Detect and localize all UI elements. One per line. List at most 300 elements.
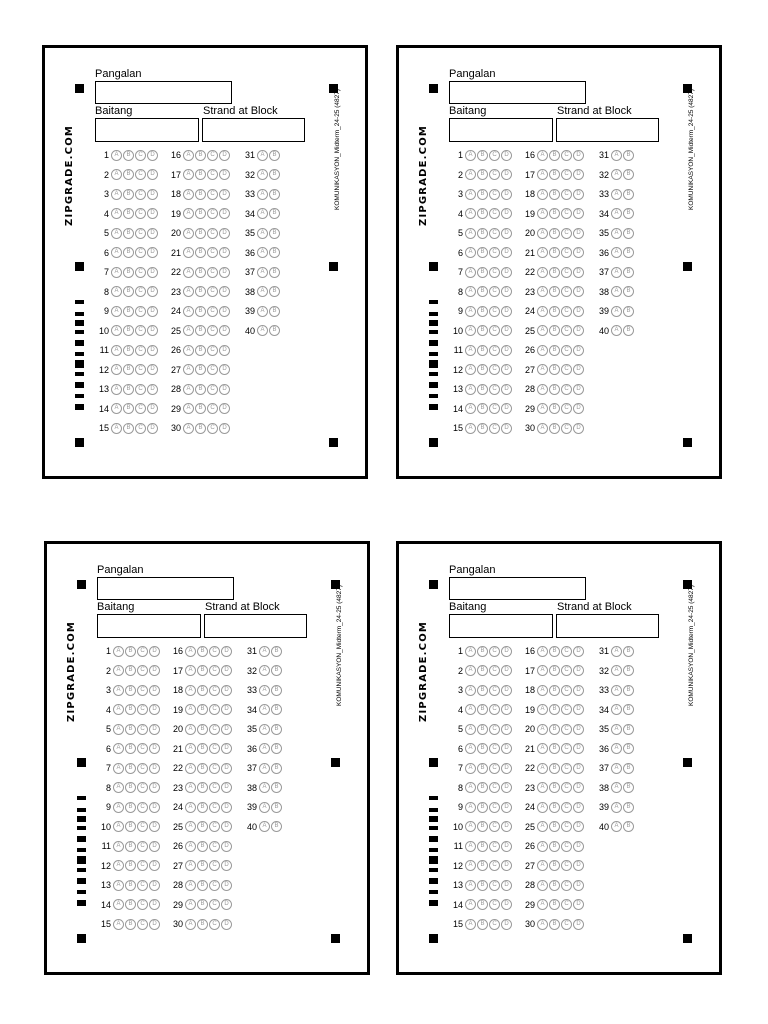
answer-bubble-a[interactable]: A — [611, 306, 622, 317]
answer-bubble-d[interactable]: D — [221, 880, 232, 891]
answer-bubble-a[interactable]: A — [537, 821, 548, 832]
answer-bubble-b[interactable]: B — [549, 685, 560, 696]
answer-bubble-c[interactable]: C — [207, 325, 218, 336]
answer-bubble-d[interactable]: D — [221, 724, 232, 735]
answer-bubble-b[interactable]: B — [195, 345, 206, 356]
answer-bubble-a[interactable]: A — [537, 286, 548, 297]
answer-bubble-a[interactable]: A — [111, 345, 122, 356]
answer-bubble-a[interactable]: A — [259, 802, 270, 813]
answer-bubble-b[interactable]: B — [271, 665, 282, 676]
answer-bubble-a[interactable]: A — [537, 306, 548, 317]
answer-bubble-c[interactable]: C — [137, 821, 148, 832]
answer-bubble-d[interactable]: D — [501, 665, 512, 676]
answer-bubble-a[interactable]: A — [465, 919, 476, 930]
answer-bubble-d[interactable]: D — [501, 724, 512, 735]
answer-bubble-a[interactable]: A — [611, 228, 622, 239]
answer-bubble-a[interactable]: A — [185, 802, 196, 813]
answer-bubble-b[interactable]: B — [125, 763, 136, 774]
answer-bubble-a[interactable]: A — [537, 228, 548, 239]
answer-bubble-a[interactable]: A — [111, 189, 122, 200]
answer-bubble-b[interactable]: B — [195, 306, 206, 317]
answer-bubble-d[interactable]: D — [149, 685, 160, 696]
answer-bubble-a[interactable]: A — [537, 763, 548, 774]
answer-bubble-b[interactable]: B — [271, 704, 282, 715]
answer-bubble-a[interactable]: A — [611, 665, 622, 676]
answer-bubble-b[interactable]: B — [623, 247, 634, 258]
answer-bubble-b[interactable]: B — [623, 821, 634, 832]
answer-bubble-d[interactable]: D — [221, 860, 232, 871]
answer-bubble-b[interactable]: B — [477, 802, 488, 813]
answer-bubble-b[interactable]: B — [269, 169, 280, 180]
answer-bubble-a[interactable]: A — [259, 782, 270, 793]
answer-bubble-a[interactable]: A — [185, 782, 196, 793]
answer-bubble-d[interactable]: D — [501, 821, 512, 832]
answer-bubble-d[interactable]: D — [221, 919, 232, 930]
answer-bubble-c[interactable]: C — [135, 286, 146, 297]
answer-bubble-c[interactable]: C — [137, 899, 148, 910]
answer-bubble-c[interactable]: C — [489, 899, 500, 910]
answer-bubble-a[interactable]: A — [465, 899, 476, 910]
answer-bubble-b[interactable]: B — [123, 267, 134, 278]
strand-field[interactable] — [556, 614, 659, 638]
answer-bubble-b[interactable]: B — [549, 763, 560, 774]
answer-bubble-a[interactable]: A — [611, 247, 622, 258]
answer-bubble-c[interactable]: C — [135, 364, 146, 375]
answer-bubble-d[interactable]: D — [149, 646, 160, 657]
answer-bubble-a[interactable]: A — [257, 169, 268, 180]
answer-bubble-b[interactable]: B — [123, 286, 134, 297]
answer-bubble-a[interactable]: A — [465, 802, 476, 813]
answer-bubble-c[interactable]: C — [561, 646, 572, 657]
answer-bubble-b[interactable]: B — [623, 306, 634, 317]
answer-bubble-b[interactable]: B — [549, 306, 560, 317]
answer-bubble-c[interactable]: C — [135, 403, 146, 414]
answer-bubble-a[interactable]: A — [185, 743, 196, 754]
answer-bubble-c[interactable]: C — [137, 724, 148, 735]
answer-bubble-c[interactable]: C — [135, 208, 146, 219]
answer-bubble-b[interactable]: B — [549, 325, 560, 336]
answer-bubble-b[interactable]: B — [195, 286, 206, 297]
answer-bubble-d[interactable]: D — [573, 841, 584, 852]
answer-bubble-b[interactable]: B — [477, 169, 488, 180]
answer-bubble-b[interactable]: B — [549, 646, 560, 657]
answer-bubble-c[interactable]: C — [209, 841, 220, 852]
answer-bubble-d[interactable]: D — [501, 802, 512, 813]
answer-bubble-d[interactable]: D — [221, 743, 232, 754]
answer-bubble-d[interactable]: D — [221, 704, 232, 715]
answer-bubble-c[interactable]: C — [137, 782, 148, 793]
answer-bubble-c[interactable]: C — [137, 743, 148, 754]
answer-bubble-c[interactable]: C — [561, 841, 572, 852]
answer-bubble-a[interactable]: A — [611, 325, 622, 336]
answer-bubble-c[interactable]: C — [137, 919, 148, 930]
answer-bubble-b[interactable]: B — [269, 267, 280, 278]
answer-bubble-a[interactable]: A — [611, 782, 622, 793]
answer-bubble-a[interactable]: A — [183, 384, 194, 395]
answer-bubble-a[interactable]: A — [465, 704, 476, 715]
answer-bubble-c[interactable]: C — [207, 364, 218, 375]
answer-bubble-a[interactable]: A — [611, 267, 622, 278]
answer-bubble-b[interactable]: B — [623, 189, 634, 200]
answer-bubble-b[interactable]: B — [269, 306, 280, 317]
answer-bubble-a[interactable]: A — [257, 325, 268, 336]
answer-bubble-b[interactable]: B — [477, 228, 488, 239]
answer-bubble-a[interactable]: A — [465, 841, 476, 852]
answer-bubble-a[interactable]: A — [465, 247, 476, 258]
answer-bubble-c[interactable]: C — [561, 169, 572, 180]
answer-bubble-b[interactable]: B — [549, 743, 560, 754]
answer-bubble-a[interactable]: A — [113, 763, 124, 774]
answer-bubble-c[interactable]: C — [489, 802, 500, 813]
answer-bubble-a[interactable]: A — [465, 403, 476, 414]
answer-bubble-a[interactable]: A — [111, 286, 122, 297]
answer-bubble-a[interactable]: A — [537, 247, 548, 258]
answer-bubble-d[interactable]: D — [573, 286, 584, 297]
answer-bubble-b[interactable]: B — [123, 228, 134, 239]
answer-bubble-a[interactable]: A — [537, 899, 548, 910]
answer-bubble-b[interactable]: B — [197, 899, 208, 910]
answer-bubble-c[interactable]: C — [207, 345, 218, 356]
answer-bubble-d[interactable]: D — [501, 860, 512, 871]
answer-bubble-a[interactable]: A — [113, 724, 124, 735]
answer-bubble-b[interactable]: B — [125, 880, 136, 891]
answer-bubble-b[interactable]: B — [197, 841, 208, 852]
grade-field[interactable] — [97, 614, 201, 638]
answer-bubble-b[interactable]: B — [623, 169, 634, 180]
answer-bubble-b[interactable]: B — [549, 150, 560, 161]
answer-bubble-c[interactable]: C — [561, 150, 572, 161]
answer-bubble-d[interactable]: D — [219, 403, 230, 414]
answer-bubble-b[interactable]: B — [549, 821, 560, 832]
answer-bubble-a[interactable]: A — [259, 743, 270, 754]
answer-bubble-a[interactable]: A — [113, 919, 124, 930]
answer-bubble-a[interactable]: A — [111, 228, 122, 239]
answer-bubble-c[interactable]: C — [561, 860, 572, 871]
answer-bubble-b[interactable]: B — [549, 860, 560, 871]
answer-bubble-a[interactable]: A — [183, 150, 194, 161]
answer-bubble-c[interactable]: C — [489, 228, 500, 239]
answer-bubble-a[interactable]: A — [257, 286, 268, 297]
answer-bubble-d[interactable]: D — [573, 685, 584, 696]
answer-bubble-d[interactable]: D — [147, 384, 158, 395]
answer-bubble-b[interactable]: B — [123, 345, 134, 356]
answer-bubble-b[interactable]: B — [195, 208, 206, 219]
answer-bubble-b[interactable]: B — [125, 743, 136, 754]
answer-bubble-b[interactable]: B — [125, 665, 136, 676]
answer-bubble-b[interactable]: B — [477, 685, 488, 696]
answer-bubble-b[interactable]: B — [123, 208, 134, 219]
answer-bubble-a[interactable]: A — [183, 208, 194, 219]
answer-bubble-a[interactable]: A — [465, 685, 476, 696]
answer-bubble-a[interactable]: A — [111, 208, 122, 219]
answer-bubble-d[interactable]: D — [501, 704, 512, 715]
answer-bubble-b[interactable]: B — [549, 247, 560, 258]
answer-bubble-a[interactable]: A — [257, 150, 268, 161]
answer-bubble-b[interactable]: B — [477, 345, 488, 356]
answer-bubble-c[interactable]: C — [209, 743, 220, 754]
answer-bubble-c[interactable]: C — [209, 860, 220, 871]
name-field[interactable] — [97, 577, 234, 600]
answer-bubble-b[interactable]: B — [123, 306, 134, 317]
answer-bubble-c[interactable]: C — [561, 919, 572, 930]
answer-bubble-a[interactable]: A — [113, 704, 124, 715]
answer-bubble-a[interactable]: A — [537, 325, 548, 336]
answer-bubble-b[interactable]: B — [197, 919, 208, 930]
answer-bubble-b[interactable]: B — [477, 880, 488, 891]
answer-bubble-b[interactable]: B — [549, 384, 560, 395]
answer-bubble-b[interactable]: B — [477, 208, 488, 219]
answer-bubble-b[interactable]: B — [549, 286, 560, 297]
answer-bubble-b[interactable]: B — [197, 782, 208, 793]
answer-bubble-a[interactable]: A — [257, 208, 268, 219]
answer-bubble-a[interactable]: A — [611, 802, 622, 813]
answer-bubble-a[interactable]: A — [183, 423, 194, 434]
answer-bubble-c[interactable]: C — [489, 743, 500, 754]
answer-bubble-b[interactable]: B — [125, 899, 136, 910]
answer-bubble-d[interactable]: D — [147, 423, 158, 434]
answer-bubble-c[interactable]: C — [207, 286, 218, 297]
answer-bubble-a[interactable]: A — [465, 724, 476, 735]
answer-bubble-c[interactable]: C — [489, 345, 500, 356]
answer-bubble-c[interactable]: C — [209, 802, 220, 813]
answer-bubble-c[interactable]: C — [209, 685, 220, 696]
answer-bubble-a[interactable]: A — [465, 345, 476, 356]
answer-bubble-b[interactable]: B — [195, 325, 206, 336]
answer-bubble-a[interactable]: A — [465, 150, 476, 161]
answer-bubble-c[interactable]: C — [209, 880, 220, 891]
answer-bubble-c[interactable]: C — [135, 169, 146, 180]
answer-bubble-d[interactable]: D — [501, 899, 512, 910]
answer-bubble-a[interactable]: A — [111, 364, 122, 375]
answer-bubble-a[interactable]: A — [465, 325, 476, 336]
answer-bubble-d[interactable]: D — [573, 763, 584, 774]
answer-bubble-c[interactable]: C — [207, 208, 218, 219]
answer-bubble-c[interactable]: C — [561, 880, 572, 891]
answer-bubble-d[interactable]: D — [501, 286, 512, 297]
answer-bubble-d[interactable]: D — [221, 685, 232, 696]
answer-bubble-a[interactable]: A — [537, 384, 548, 395]
answer-bubble-d[interactable]: D — [221, 782, 232, 793]
answer-bubble-d[interactable]: D — [147, 345, 158, 356]
answer-bubble-b[interactable]: B — [549, 267, 560, 278]
answer-bubble-a[interactable]: A — [113, 860, 124, 871]
answer-bubble-b[interactable]: B — [623, 685, 634, 696]
answer-bubble-d[interactable]: D — [501, 763, 512, 774]
answer-bubble-b[interactable]: B — [477, 247, 488, 258]
answer-bubble-a[interactable]: A — [185, 880, 196, 891]
answer-bubble-d[interactable]: D — [221, 665, 232, 676]
answer-bubble-d[interactable]: D — [219, 364, 230, 375]
answer-bubble-b[interactable]: B — [125, 704, 136, 715]
answer-bubble-c[interactable]: C — [137, 685, 148, 696]
answer-bubble-d[interactable]: D — [501, 423, 512, 434]
answer-bubble-a[interactable]: A — [185, 899, 196, 910]
answer-bubble-a[interactable]: A — [185, 919, 196, 930]
answer-bubble-b[interactable]: B — [195, 423, 206, 434]
answer-bubble-b[interactable]: B — [477, 384, 488, 395]
answer-bubble-b[interactable]: B — [477, 364, 488, 375]
answer-bubble-b[interactable]: B — [477, 743, 488, 754]
answer-bubble-d[interactable]: D — [501, 364, 512, 375]
answer-bubble-b[interactable]: B — [197, 802, 208, 813]
answer-bubble-b[interactable]: B — [125, 802, 136, 813]
answer-bubble-d[interactable]: D — [147, 267, 158, 278]
answer-bubble-a[interactable]: A — [259, 763, 270, 774]
answer-bubble-b[interactable]: B — [477, 704, 488, 715]
answer-bubble-c[interactable]: C — [561, 743, 572, 754]
answer-bubble-a[interactable]: A — [537, 704, 548, 715]
answer-bubble-a[interactable]: A — [465, 306, 476, 317]
answer-bubble-b[interactable]: B — [125, 821, 136, 832]
answer-bubble-c[interactable]: C — [561, 306, 572, 317]
answer-bubble-a[interactable]: A — [537, 150, 548, 161]
answer-bubble-d[interactable]: D — [501, 150, 512, 161]
answer-bubble-a[interactable]: A — [113, 665, 124, 676]
answer-bubble-c[interactable]: C — [137, 763, 148, 774]
answer-bubble-c[interactable]: C — [135, 384, 146, 395]
answer-bubble-d[interactable]: D — [149, 860, 160, 871]
answer-bubble-a[interactable]: A — [183, 364, 194, 375]
answer-bubble-a[interactable]: A — [111, 384, 122, 395]
answer-bubble-a[interactable]: A — [183, 228, 194, 239]
answer-bubble-a[interactable]: A — [611, 646, 622, 657]
answer-bubble-c[interactable]: C — [561, 899, 572, 910]
answer-bubble-c[interactable]: C — [209, 704, 220, 715]
answer-bubble-d[interactable]: D — [573, 665, 584, 676]
answer-bubble-b[interactable]: B — [271, 802, 282, 813]
answer-bubble-b[interactable]: B — [477, 899, 488, 910]
answer-bubble-c[interactable]: C — [207, 423, 218, 434]
answer-bubble-c[interactable]: C — [489, 841, 500, 852]
answer-bubble-c[interactable]: C — [135, 150, 146, 161]
answer-bubble-b[interactable]: B — [549, 665, 560, 676]
answer-bubble-b[interactable]: B — [549, 724, 560, 735]
answer-bubble-d[interactable]: D — [221, 802, 232, 813]
answer-bubble-b[interactable]: B — [195, 267, 206, 278]
answer-bubble-d[interactable]: D — [149, 919, 160, 930]
answer-bubble-c[interactable]: C — [207, 150, 218, 161]
answer-bubble-a[interactable]: A — [611, 150, 622, 161]
answer-bubble-c[interactable]: C — [207, 169, 218, 180]
answer-bubble-c[interactable]: C — [135, 189, 146, 200]
answer-bubble-b[interactable]: B — [197, 880, 208, 891]
answer-bubble-c[interactable]: C — [137, 880, 148, 891]
answer-bubble-c[interactable]: C — [135, 228, 146, 239]
answer-bubble-b[interactable]: B — [477, 860, 488, 871]
answer-bubble-c[interactable]: C — [207, 247, 218, 258]
answer-bubble-a[interactable]: A — [183, 267, 194, 278]
answer-bubble-c[interactable]: C — [489, 782, 500, 793]
answer-bubble-d[interactable]: D — [573, 384, 584, 395]
answer-bubble-b[interactable]: B — [123, 384, 134, 395]
answer-bubble-d[interactable]: D — [147, 247, 158, 258]
answer-bubble-b[interactable]: B — [623, 267, 634, 278]
answer-bubble-c[interactable]: C — [561, 685, 572, 696]
answer-bubble-b[interactable]: B — [477, 724, 488, 735]
answer-bubble-b[interactable]: B — [123, 364, 134, 375]
answer-bubble-d[interactable]: D — [147, 364, 158, 375]
answer-bubble-a[interactable]: A — [113, 841, 124, 852]
answer-bubble-b[interactable]: B — [477, 763, 488, 774]
answer-bubble-d[interactable]: D — [219, 189, 230, 200]
answer-bubble-a[interactable]: A — [111, 267, 122, 278]
answer-bubble-a[interactable]: A — [257, 306, 268, 317]
answer-bubble-b[interactable]: B — [271, 743, 282, 754]
answer-bubble-c[interactable]: C — [489, 364, 500, 375]
answer-bubble-d[interactable]: D — [219, 286, 230, 297]
answer-bubble-c[interactable]: C — [137, 646, 148, 657]
answer-bubble-c[interactable]: C — [489, 919, 500, 930]
answer-bubble-b[interactable]: B — [623, 665, 634, 676]
answer-bubble-d[interactable]: D — [573, 169, 584, 180]
answer-bubble-c[interactable]: C — [561, 665, 572, 676]
grade-field[interactable] — [95, 118, 199, 142]
answer-bubble-d[interactable]: D — [149, 802, 160, 813]
answer-bubble-a[interactable]: A — [259, 704, 270, 715]
answer-bubble-b[interactable]: B — [271, 646, 282, 657]
answer-bubble-a[interactable]: A — [111, 403, 122, 414]
answer-bubble-a[interactable]: A — [611, 724, 622, 735]
answer-bubble-d[interactable]: D — [219, 384, 230, 395]
answer-bubble-c[interactable]: C — [207, 267, 218, 278]
answer-bubble-b[interactable]: B — [125, 919, 136, 930]
answer-bubble-a[interactable]: A — [537, 364, 548, 375]
answer-bubble-d[interactable]: D — [573, 267, 584, 278]
answer-bubble-a[interactable]: A — [537, 743, 548, 754]
answer-bubble-b[interactable]: B — [623, 646, 634, 657]
answer-bubble-c[interactable]: C — [137, 841, 148, 852]
answer-bubble-a[interactable]: A — [537, 646, 548, 657]
answer-bubble-b[interactable]: B — [125, 782, 136, 793]
answer-bubble-a[interactable]: A — [465, 821, 476, 832]
answer-bubble-c[interactable]: C — [207, 403, 218, 414]
answer-bubble-c[interactable]: C — [561, 423, 572, 434]
answer-bubble-c[interactable]: C — [489, 665, 500, 676]
answer-bubble-d[interactable]: D — [573, 899, 584, 910]
answer-bubble-d[interactable]: D — [501, 841, 512, 852]
answer-bubble-a[interactable]: A — [537, 880, 548, 891]
answer-bubble-a[interactable]: A — [185, 685, 196, 696]
answer-bubble-d[interactable]: D — [501, 267, 512, 278]
answer-bubble-d[interactable]: D — [501, 646, 512, 657]
answer-bubble-b[interactable]: B — [125, 860, 136, 871]
answer-bubble-b[interactable]: B — [477, 646, 488, 657]
answer-bubble-b[interactable]: B — [123, 423, 134, 434]
answer-bubble-a[interactable]: A — [183, 286, 194, 297]
answer-bubble-d[interactable]: D — [219, 306, 230, 317]
strand-field[interactable] — [204, 614, 307, 638]
answer-bubble-a[interactable]: A — [257, 228, 268, 239]
answer-bubble-b[interactable]: B — [269, 247, 280, 258]
answer-bubble-b[interactable]: B — [477, 665, 488, 676]
answer-bubble-c[interactable]: C — [135, 345, 146, 356]
answer-bubble-c[interactable]: C — [561, 247, 572, 258]
answer-bubble-a[interactable]: A — [259, 685, 270, 696]
answer-bubble-d[interactable]: D — [149, 665, 160, 676]
answer-bubble-b[interactable]: B — [549, 919, 560, 930]
answer-bubble-a[interactable]: A — [259, 646, 270, 657]
answer-bubble-c[interactable]: C — [561, 384, 572, 395]
answer-bubble-c[interactable]: C — [561, 782, 572, 793]
name-field[interactable] — [95, 81, 232, 104]
answer-bubble-a[interactable]: A — [257, 189, 268, 200]
answer-bubble-b[interactable]: B — [197, 821, 208, 832]
answer-bubble-d[interactable]: D — [573, 782, 584, 793]
answer-bubble-d[interactable]: D — [219, 169, 230, 180]
answer-bubble-b[interactable]: B — [549, 345, 560, 356]
answer-bubble-c[interactable]: C — [137, 704, 148, 715]
answer-bubble-a[interactable]: A — [537, 169, 548, 180]
